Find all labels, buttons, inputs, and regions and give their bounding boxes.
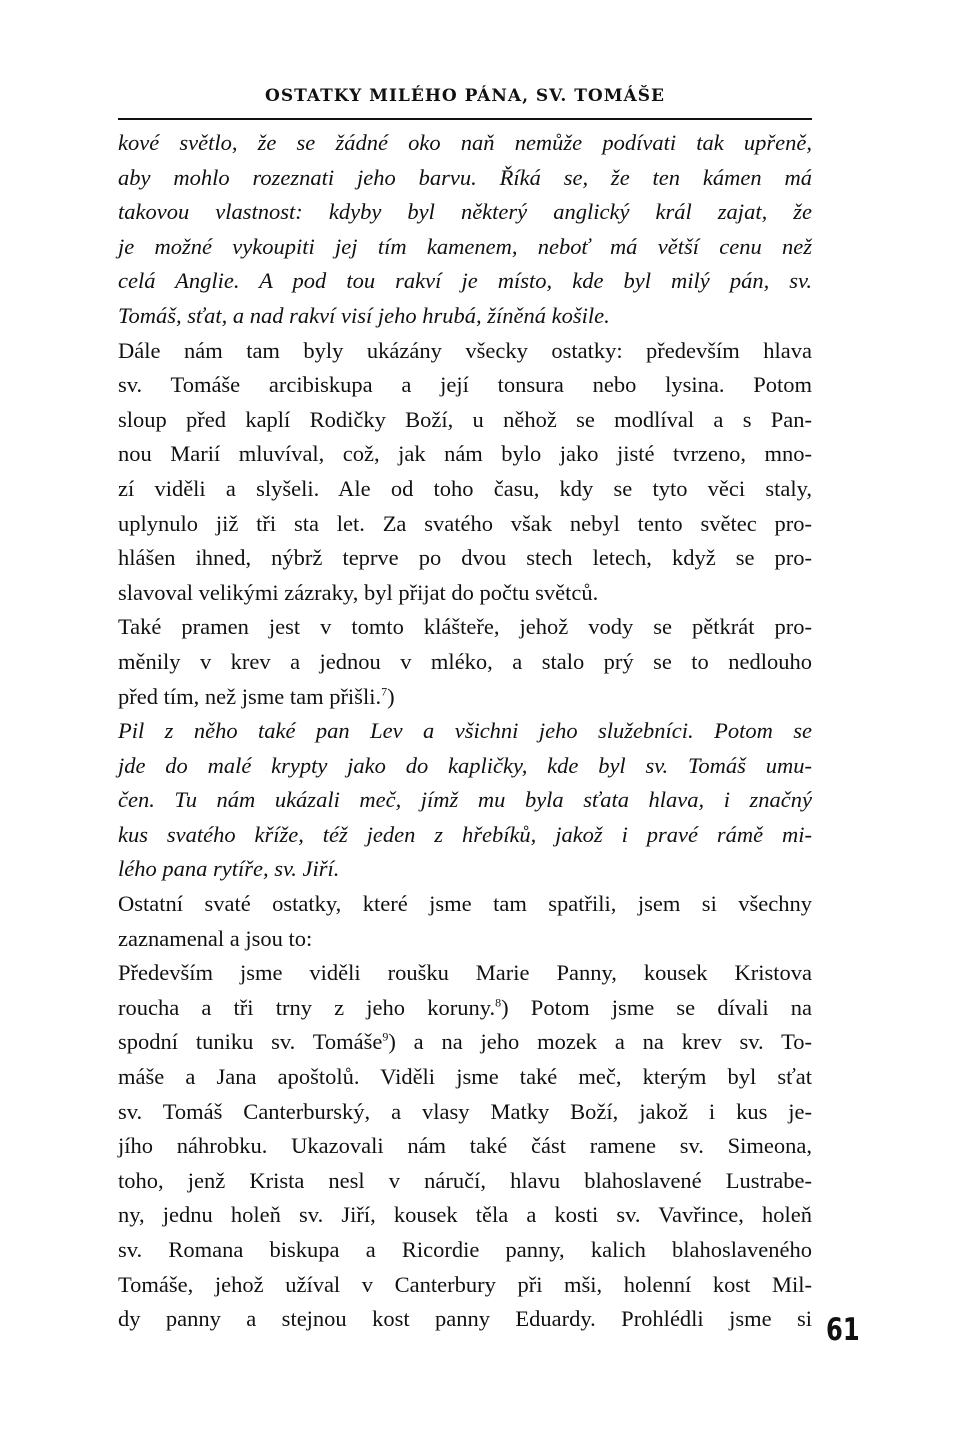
text-line — [118, 195, 812, 230]
text-line — [118, 645, 812, 680]
line-text-tail: ) — [387, 683, 395, 709]
body-text — [118, 126, 812, 1337]
text-line — [118, 1060, 812, 1095]
line-text: Ostatní svaté ostatky, které jsme tam spatřili, jsem si všechny — [118, 891, 812, 917]
line-text: sv. Tomáš Canterburský, a vlasy Matky Boží, jakož i kus je- — [118, 1098, 812, 1124]
line-text: hlášen ihned, nýbrž teprve po dvou stech letech, když se pro- — [118, 545, 812, 571]
footnote-marker: 8 — [495, 995, 502, 1010]
text-line — [118, 1025, 812, 1060]
line-text: je možné vykoupiti jej tím kamenem, neboť má větší cenu než — [118, 233, 812, 259]
line-text: dy panny a stejnou kost panny Eduardy. Prohlédli jsme si — [118, 1306, 812, 1332]
running-head: OSTATKY MILÉHO PÁNA, SV. TOMÁŠE — [265, 86, 665, 106]
footnote-marker: 7 — [381, 684, 388, 698]
text-line — [118, 437, 812, 472]
line-text: čen. Tu nám ukázali meč, jímž mu byla sťata hlava, i značný — [118, 787, 812, 813]
line-text: máše a Jana apoštolů. Viděli jsme také meč, kterým byl sťat — [118, 1064, 812, 1090]
line-text: zí viděli a slyšeli. Ale od toho času, kdy se tyto věci staly, — [118, 475, 812, 501]
text-line — [118, 334, 812, 369]
line-text: Také pramen jest v tomto klášteře, jehož vody se pětkrát pro- — [118, 614, 812, 640]
line-text: měnily v krev a jednou v mléko, a stalo prý se to nedlouho — [118, 648, 812, 674]
line-text: takovou vlastnost: kdyby byl některý anglický král zajat, že — [118, 199, 812, 225]
footnote-marker: 9 — [382, 1029, 389, 1044]
line-text: aby mohlo rozeznati jeho barvu. Říká se, že ten kámen má — [118, 164, 812, 190]
line-text: slavoval velikými zázraky, byl přijat do počtu světců. — [118, 579, 599, 605]
text-line — [118, 264, 812, 299]
text-line — [118, 541, 812, 576]
text-line — [118, 1095, 812, 1130]
line-text: zaznamenal a jsou to: — [118, 925, 313, 951]
line-text: před tím, než jsme tam přišli. — [118, 683, 382, 709]
text-line — [118, 887, 812, 922]
line-text: Tomáš, sťat, a nad rakví visí jeho hrubá, žíněná košile. — [118, 302, 610, 328]
line-text: Především jsme viděli roušku Marie Panny, kousek Kristova — [118, 960, 812, 986]
text-line — [118, 852, 812, 887]
line-text: Tomáše, jehož užíval v Canterbury při mši, holenní kost Mil- — [118, 1271, 812, 1297]
text-line — [118, 956, 812, 991]
text-line — [118, 1233, 812, 1268]
line-text: sv. Romana biskupa a Ricordie panny, kalich blahoslaveného — [118, 1237, 812, 1262]
text-line — [118, 1129, 812, 1164]
text-line — [118, 161, 812, 196]
line-text: lého pana rytíře, sv. Jiří. — [118, 856, 340, 882]
line-text: spodní tuniku sv. Tomáše — [118, 1029, 383, 1055]
line-text-tail: ) a na jeho mozek a na krev sv. To- — [388, 1029, 812, 1055]
header-rule — [118, 118, 812, 120]
line-text: sv. Tomáše arcibiskupa a její tonsura nebo lysina. Potom — [118, 372, 812, 398]
line-text: nou Marií mluvíval, což, jak nám bylo jako jisté tvrzeno, mno- — [118, 441, 812, 467]
line-text: uplynulo již tři sta let. Za svatého však nebyl tento světec pro- — [118, 510, 812, 536]
text-line — [118, 610, 812, 645]
page-number: 61 — [826, 1312, 860, 1348]
text-line — [118, 1164, 812, 1199]
text-line — [118, 576, 812, 611]
text-line — [118, 991, 812, 1026]
line-text: Pil z něho také pan Lev a všichni jeho služebníci. Potom se — [118, 718, 812, 744]
text-line — [118, 126, 812, 161]
text-line — [118, 403, 812, 438]
text-line — [118, 472, 812, 507]
text-line — [118, 1198, 812, 1233]
line-text: kové světlo, že se žádné oko naň nemůže podívati tak upřeně, — [118, 130, 812, 155]
line-text: sloup před kaplí Rodičky Boží, u něhož se modlíval a s Pan- — [118, 406, 812, 432]
text-line — [118, 749, 812, 784]
line-text: ny, jednu holeň sv. Jiří, kousek těla a kosti sv. Vavřince, holeň — [118, 1202, 812, 1228]
text-line — [118, 922, 812, 957]
line-text-tail: ) Potom jsme se dívali na — [501, 994, 812, 1020]
text-line — [118, 299, 812, 334]
text-line — [118, 1268, 812, 1303]
text-line — [118, 368, 812, 403]
line-text: toho, jenž Krista nesl v náručí, hlavu blahoslavené Lustrabe- — [118, 1167, 812, 1193]
line-text: Dále nám tam byly ukázány všecky ostatky: především hlava — [118, 337, 812, 363]
line-text: jího náhrobku. Ukazovali nám také část ramene sv. Simeona, — [118, 1133, 812, 1159]
line-text: jde do malé krypty jako do kapličky, kde byl sv. Tomáš umu- — [118, 752, 812, 778]
line-text: celá Anglie. A pod tou rakví je místo, kde byl milý pán, sv. — [118, 268, 812, 294]
line-text: roucha a tři trny z jeho koruny. — [118, 994, 496, 1020]
text-line — [118, 783, 812, 818]
text-line — [118, 680, 812, 715]
text-line — [118, 1302, 812, 1337]
text-line — [118, 230, 812, 265]
text-line — [118, 818, 812, 853]
text-line — [118, 714, 812, 749]
line-text: kus svatého kříže, též jeden z hřebíků, jakož i pravé rámě mi- — [118, 821, 812, 847]
text-line — [118, 507, 812, 542]
